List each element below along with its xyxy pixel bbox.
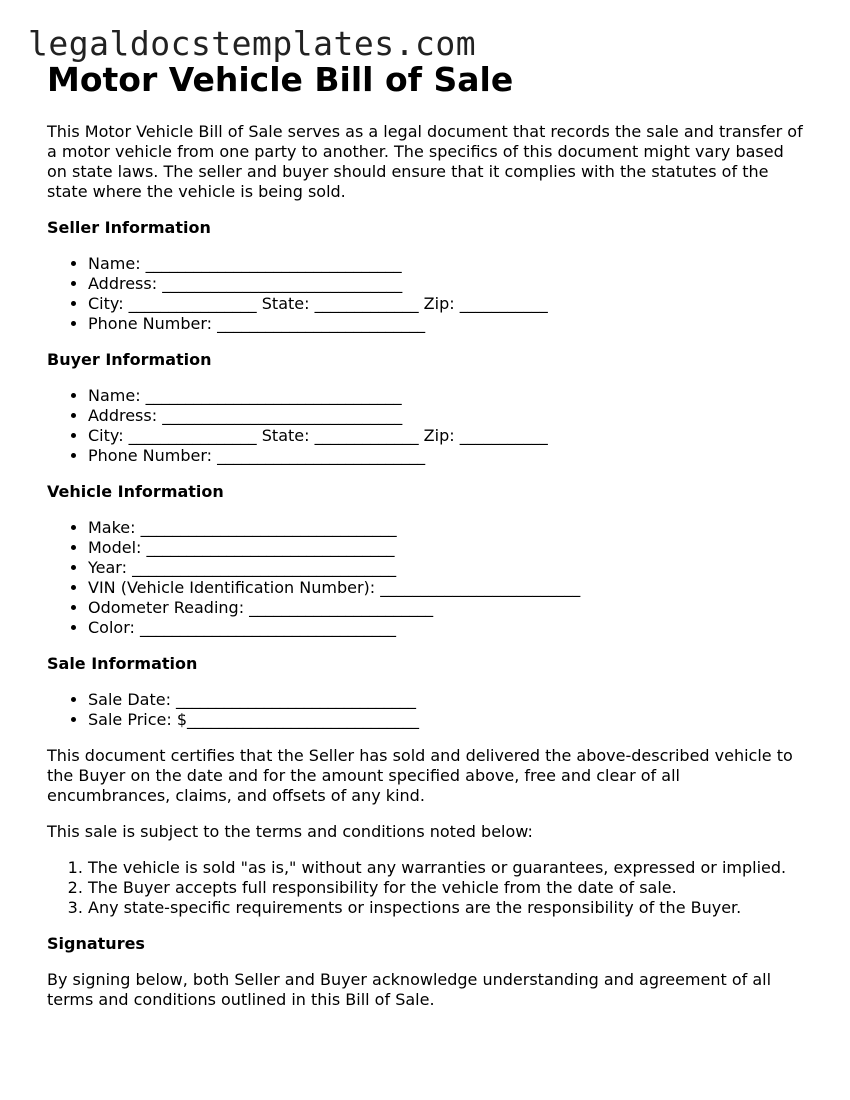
term-item: 3. Any state-specific requirements or inspections are the responsibility of the Buyer. [88,898,807,918]
vehicle-section-heading: Vehicle Information [47,482,224,501]
sale-field-list [47,690,807,730]
signatures-section-heading: Signatures [47,934,145,953]
certification-paragraph: This document certifies that the Seller has sold and delivered the above-described vehicle to the Buyer on the date and for the amount specified above, free and clear of all encumbrances, claims, and offsets of any kind. [47,746,793,805]
term-item: 2. The Buyer accepts full responsibility for the vehicle from the date of sale. [88,878,807,898]
terms-list [47,858,807,918]
vehicle-field-list [47,518,807,638]
seller-address-field: • Address: ______________________________ [88,274,807,294]
seller-section-heading: Seller Information [47,218,211,237]
document-title: Motor Vehicle Bill of Sale [47,60,514,99]
buyer-phone-field: • Phone Number: __________________________ [88,446,807,466]
vehicle-make-field: • Make: ________________________________ [88,518,807,538]
sale-section-heading: Sale Information [47,654,198,673]
term-item: 1. The vehicle is sold "as is," without any warranties or guarantees, expressed or implied. [88,858,807,878]
document-page [47,58,807,1010]
sale-date-field: • Sale Date: ______________________________ [88,690,807,710]
vehicle-model-field: • Model: _______________________________ [88,538,807,558]
intro-paragraph: This Motor Vehicle Bill of Sale serves as a legal document that records the sale and transfer of a motor vehicle from one party to another. The specifics of this document might vary based on state laws. The seller and buyer should ensure that it complies with the statutes of the state where the vehicle is being sold. [47,122,803,201]
seller-city-state-zip-field: • City: ________________ State: _____________ Zip: ___________ [88,294,807,314]
vehicle-color-field: • Color: ________________________________ [88,618,807,638]
sale-price-field: • Sale Price: $_____________________________ [88,710,807,730]
buyer-name-field: • Name: ________________________________ [88,386,807,406]
buyer-section-heading: Buyer Information [47,350,212,369]
buyer-field-list [47,386,807,466]
seller-name-field: • Name: ________________________________ [88,254,807,274]
seller-phone-field: • Phone Number: __________________________ [88,314,807,334]
buyer-address-field: • Address: ______________________________ [88,406,807,426]
buyer-city-state-zip-field: • City: ________________ State: _____________ Zip: ___________ [88,426,807,446]
signatures-paragraph: By signing below, both Seller and Buyer acknowledge understanding and agreement of all terms and conditions outlined in this Bill of Sale. [47,970,772,1009]
vehicle-year-field: • Year: _________________________________ [88,558,807,578]
terms-intro-paragraph: This sale is subject to the terms and conditions noted below: [47,822,533,841]
vehicle-odometer-field: • Odometer Reading: _______________________ [88,598,807,618]
seller-field-list [47,254,807,334]
vehicle-vin-field: • VIN (Vehicle Identification Number): _________________________ [88,578,807,598]
site-watermark: legaldocstemplates.com [28,24,477,63]
